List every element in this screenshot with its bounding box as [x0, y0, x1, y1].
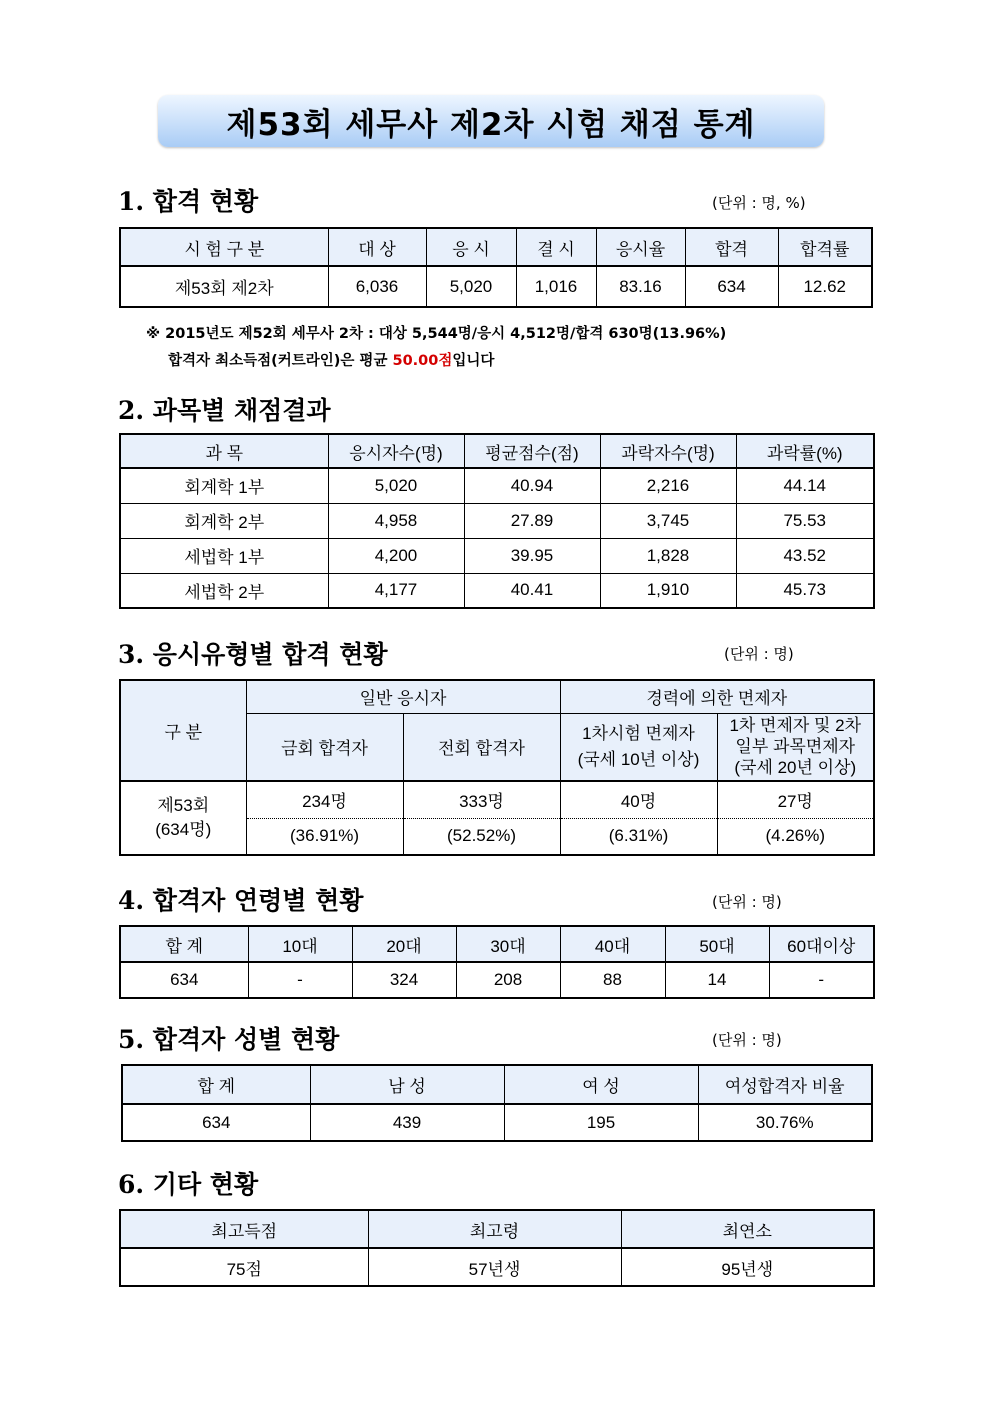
header-cell: 30대	[456, 926, 560, 962]
section-3-heading: 3. 응시유형별 합격 현황	[118, 640, 388, 669]
header-cell: 합격	[685, 228, 778, 266]
table-cell: 세법학 1부	[120, 538, 328, 573]
section-4-heading: 4. 합격자 연령별 현황	[118, 886, 364, 915]
table-cell: 208	[456, 962, 560, 998]
table-cell: 45.73	[736, 573, 874, 608]
header-cell: 최연소	[621, 1210, 874, 1248]
table-row	[120, 503, 874, 538]
section-5-heading: 5. 합격자 성별 현황	[118, 1025, 340, 1054]
table-cell: 40.94	[464, 468, 600, 503]
header-cell: 여 성	[504, 1065, 698, 1104]
cutline-score: 50.00점	[392, 353, 453, 369]
table-cell: -	[248, 962, 352, 998]
header-cell: 최고령	[368, 1210, 621, 1248]
header-cell: 남 성	[310, 1065, 504, 1104]
header-line: (국세 10년 이상)	[577, 749, 700, 769]
cutline-note-suffix: 입니다	[452, 353, 495, 369]
section-1-heading: 1. 합격 현황	[118, 187, 259, 216]
table-cell: 44.14	[736, 468, 874, 503]
table-cell: 88	[560, 962, 665, 998]
table-row	[120, 538, 874, 573]
header-cell: 과락률(%)	[736, 434, 874, 468]
document-title-banner	[158, 95, 824, 147]
table-cell: 2,216	[600, 468, 736, 503]
header-cell: 평균점수(점)	[464, 434, 600, 468]
header-line: 1차시험 면제자	[582, 723, 695, 743]
table-cell: 75.53	[736, 503, 874, 538]
table-cell: 634	[685, 266, 778, 307]
table-cell: 4,958	[328, 503, 464, 538]
table-cell: 5,020	[426, 266, 516, 307]
header-cell: 응시율	[596, 228, 685, 266]
table-cell: (6.31%)	[560, 818, 717, 855]
first-exam-exempt-header	[560, 713, 717, 781]
header-cell: 시 험 구 분	[120, 228, 328, 266]
header-cell: 응시자수(명)	[328, 434, 464, 468]
row-label-line: (634명)	[155, 820, 212, 839]
header-cell: 과락자수(명)	[600, 434, 736, 468]
table-cell: 39.95	[464, 538, 600, 573]
header-cell: 최고득점	[120, 1210, 368, 1248]
section-6-heading: 6. 기타 현황	[118, 1170, 259, 1199]
table-cell: 95년생	[621, 1248, 874, 1286]
section-2-heading: 2. 과목별 채점결과	[118, 396, 331, 425]
gubun-header: 구 분	[120, 680, 246, 781]
document-title: 제53회 세무사 제2차 시험 채점 통계	[226, 106, 756, 143]
table-cell: 634	[122, 1104, 310, 1141]
pass-status-table	[119, 227, 873, 308]
header-cell: 여성합격자 비율	[698, 1065, 872, 1104]
table-cell: 27명	[717, 781, 874, 818]
table-cell: 제53회 제2차	[120, 266, 328, 307]
table-cell: 1,828	[600, 538, 736, 573]
current-passers-header: 금회 합격자	[246, 713, 403, 781]
table-cell: 30.76%	[698, 1104, 872, 1141]
table-cell: 6,036	[328, 266, 426, 307]
table-cell: 1,016	[516, 266, 596, 307]
age-table	[119, 925, 875, 999]
table-row	[120, 468, 874, 503]
table-cell: 57년생	[368, 1248, 621, 1286]
table-cell: -	[769, 962, 874, 998]
header-cell: 50대	[665, 926, 769, 962]
row-label	[120, 781, 246, 855]
table-cell: 회계학 2부	[120, 503, 328, 538]
subject-results-table	[119, 433, 875, 609]
header-cell: 응 시	[426, 228, 516, 266]
table-cell: (52.52%)	[403, 818, 560, 855]
table-cell: 27.89	[464, 503, 600, 538]
header-cell: 과 목	[120, 434, 328, 468]
table-cell: (36.91%)	[246, 818, 403, 855]
table-row	[120, 573, 874, 608]
table-cell: 324	[352, 962, 456, 998]
partial-exempt-header	[717, 713, 874, 781]
header-cell: 결 시	[516, 228, 596, 266]
section-1-unit: (단위 : 명, %)	[712, 194, 806, 212]
table-cell: 4,200	[328, 538, 464, 573]
table-row	[120, 962, 874, 998]
table-row	[120, 781, 874, 818]
table-row	[122, 1104, 872, 1141]
table-row	[120, 1248, 874, 1286]
table-cell: 3,745	[600, 503, 736, 538]
table-cell: 83.16	[596, 266, 685, 307]
table-cell: 43.52	[736, 538, 874, 573]
table-cell: 5,020	[328, 468, 464, 503]
header-cell: 합격률	[778, 228, 872, 266]
header-cell: 합 계	[120, 926, 248, 962]
row-label-line: 제53회	[157, 796, 210, 815]
table-cell: 40.41	[464, 573, 600, 608]
table-cell: 439	[310, 1104, 504, 1141]
header-cell: 대 상	[328, 228, 426, 266]
cutline-note-prefix: 합격자 최소득점(커트라인)은 평균	[168, 353, 393, 369]
table-cell: 4,177	[328, 573, 464, 608]
table-cell: 회계학 1부	[120, 468, 328, 503]
header-line: 일부 과목면제자	[735, 737, 856, 757]
section-4-unit: (단위 : 명)	[712, 893, 782, 911]
table-cell: 1,910	[600, 573, 736, 608]
table-cell: 75점	[120, 1248, 368, 1286]
section-3-unit: (단위 : 명)	[724, 645, 794, 663]
header-line: (국세 20년 이상)	[734, 758, 857, 778]
header-cell: 20대	[352, 926, 456, 962]
table-cell: 234명	[246, 781, 403, 818]
table-cell: 14	[665, 962, 769, 998]
exam-type-table	[119, 679, 875, 856]
table-cell: 634	[120, 962, 248, 998]
header-cell: 10대	[248, 926, 352, 962]
header-cell: 합 계	[122, 1065, 310, 1104]
cutline-note	[168, 349, 494, 370]
table-cell: 12.62	[778, 266, 872, 307]
gender-table	[121, 1064, 873, 1142]
previous-year-note: ※ 2015년도 제52회 세무사 2차 : 대상 5,544명/응시 4,512명/합격 630명(13.96%)	[146, 326, 727, 342]
other-status-table	[119, 1209, 875, 1287]
table-row	[120, 266, 872, 307]
section-5-unit: (단위 : 명)	[712, 1031, 782, 1049]
general-applicants-header: 일반 응시자	[246, 680, 560, 713]
header-cell: 40대	[560, 926, 665, 962]
header-cell: 60대이상	[769, 926, 874, 962]
previous-passers-header: 전회 합격자	[403, 713, 560, 781]
career-exemption-header: 경력에 의한 면제자	[560, 680, 874, 713]
table-cell: 333명	[403, 781, 560, 818]
table-cell: 40명	[560, 781, 717, 818]
table-cell: (4.26%)	[717, 818, 874, 855]
header-line: 1차 면제자 및 2차	[729, 716, 862, 736]
table-cell: 세법학 2부	[120, 573, 328, 608]
table-cell: 195	[504, 1104, 698, 1141]
